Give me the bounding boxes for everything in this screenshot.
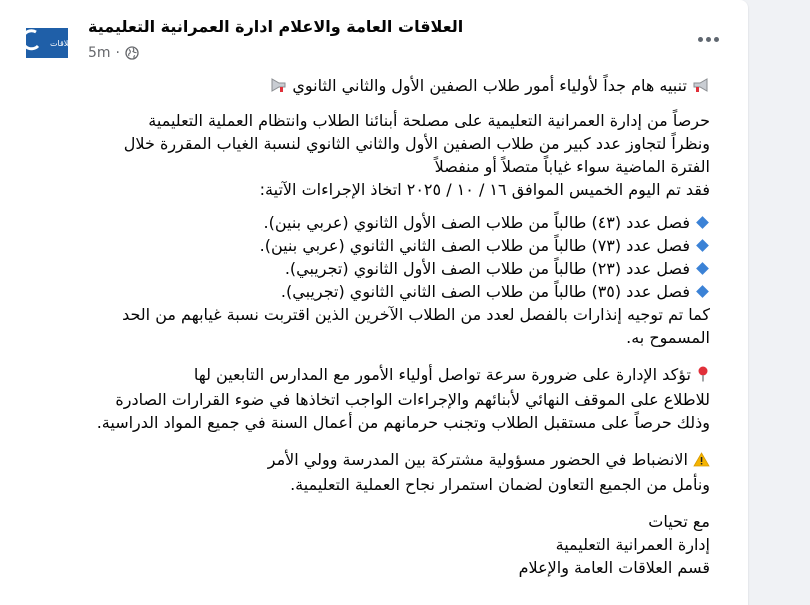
bullet-text: فصل عدد (٣٥) طالباً من طلاب الصف الثاني الثانوي (تجريبي). [280,282,690,301]
post-meta [88,45,139,61]
blue-diamond-icon [696,216,709,229]
pin-icon [696,365,710,388]
signature-line: مع تحيات [648,512,710,531]
megaphone-icon [692,76,710,99]
page-name-link[interactable]: العلاقات العامة والاعلام ادارة العمرانية التعليمية [88,17,464,36]
pin-line [70,363,710,388]
warning-line: كما تم توجيه إنذارات بالفصل لعدد من الطلاب الآخرين الذين اقتربت نسبة غيابهم من الحد [122,305,710,324]
bullet-text: فصل عدد (٤٣) طالباً من طلاب الصف الأول الثانوي (عربي بنين). [263,213,690,232]
blue-diamond-icon [696,285,709,298]
intro-line: الفترة الماضية سواء غياباً متصلاً أو منفصلاً [434,157,710,176]
more-icon [698,37,719,42]
warning-icon [693,450,710,473]
intro-line: ونظراً لتجاوز عدد كبير من طلاب الصفين الأول والثاني الثانوي لنسبة الغياب المقررة خلال [123,134,710,153]
post-body [70,74,710,579]
blue-diamond-icon [696,262,709,275]
post-time[interactable]: 5m [88,45,111,61]
caution-text: الانضباط في الحضور مسؤولية مشتركة بين المدرسة وولي الأمر [267,450,688,469]
signature-line: إدارة العمرانية التعليمية [555,535,710,554]
bullet-item [70,257,710,280]
bullet-text: فصل عدد (٢٣) طالباً من طلاب الصف الأول الثانوي (تجريبي). [284,259,690,278]
more-options-button[interactable] [688,21,728,57]
avatar-logo-text: العلاقات [50,39,78,48]
bullet-item [70,211,710,234]
globe-icon[interactable] [125,46,139,60]
warning-line: المسموح به. [626,328,710,347]
caution-line [70,448,710,473]
meta-separator: · [115,45,120,61]
signature-line: قسم العلاقات العامة والإعلام [518,558,710,577]
post-header [0,0,748,74]
pin-text: تؤكد الإدارة على ضرورة سرعة تواصل أولياء الأمور مع المدارس التابعين لها [193,365,691,384]
pin-line: للاطلاع على الموقف النهائي لأبنائهم والإجراءات الواجب اتخاذها في ضوء القرارات الصادرة [115,390,710,409]
intro-line: حرصاً من إدارة العمرانية التعليمية على مصلحة أبنائنا الطلاب وانتظام العملية التعليمية [148,111,710,130]
bullet-text: فصل عدد (٧٣) طالباً من طلاب الصف الثاني الثانوي (عربي بنين). [259,236,690,255]
bullet-item [70,280,710,303]
megaphone-icon [269,76,287,99]
post-title: تنبيه هام جداً لأولياء أمور طلاب الصفين الأول والثاني الثانوي [292,76,687,95]
post-title-line [70,74,710,99]
caution-line: ونأمل من الجميع التعاون لضمان استمرار نجاح العملية التعليمية. [290,475,710,494]
page-avatar[interactable] [26,16,78,58]
blue-diamond-icon [696,239,709,252]
bullet-item [70,234,710,257]
pin-line: وذلك حرصاً على مستقبل الطلاب وتجنب حرمانهم من أعمال السنة في جميع المواد الدراسية. [96,413,710,432]
intro-line: فقد تم اليوم الخميس الموافق ١٦ / ١٠ / ٢٠٢٥ اتخاذ الإجراءات الآتية: [259,180,710,199]
